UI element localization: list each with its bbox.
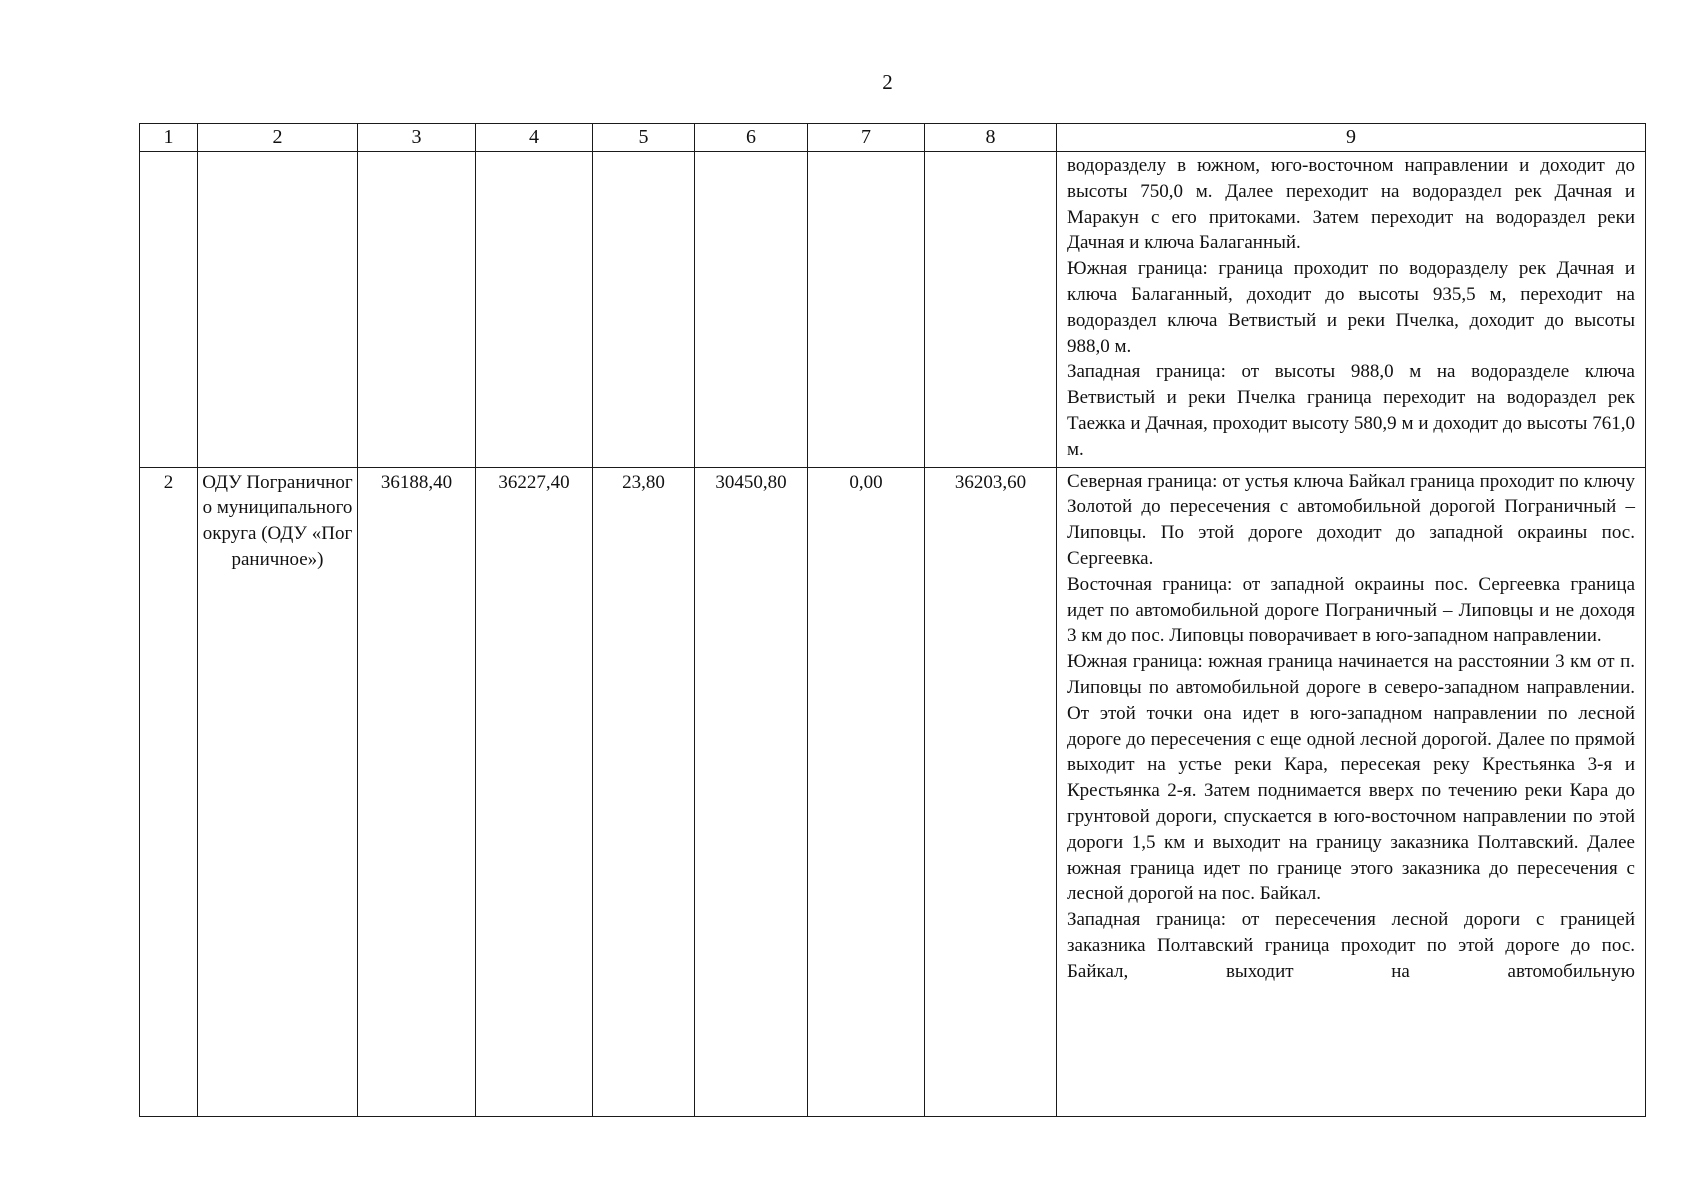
header-cell-3: 3 [358,124,476,152]
cell-col4 [476,152,593,468]
cell-number: 2 [140,467,198,1116]
page-number: 2 [882,70,893,94]
description-paragraph: Северная граница: от устья ключа Байкал граница проходит по ключу Золотой до пересечения с автомобильной дорогой Пограничный – Липовцы. По этой дороге доходит до западной окраины пос. Сергеевка. [1067,470,1635,569]
cell-col6 [695,152,808,468]
table-row [140,467,1646,1116]
cell-col8 [925,152,1057,468]
header-cell-9: 9 [1057,124,1646,152]
cell-col4: 36227,40 [476,467,593,1116]
cell-col7 [808,152,925,468]
header-cell-7: 7 [808,124,925,152]
header-cell-2: 2 [198,124,358,152]
header-cell-4: 4 [476,124,593,152]
cell-boundary-description [1057,467,1646,1116]
boundaries-table [139,123,1646,1117]
cell-col3: 36188,40 [358,467,476,1116]
description-paragraph: Западная граница: от высоты 988,0 м на водоразделе ключа Ветвистый и реки Пчелка граница переходит на водораздел рек Таежка и Дачная, проходит высоту 580,9 м и доходит до высоты 761,0 м. [1067,361,1635,460]
cell-col7: 0,00 [808,467,925,1116]
header-cell-6: 6 [695,124,808,152]
cell-col5 [593,152,695,468]
cell-col5: 23,80 [593,467,695,1116]
description-paragraph: Западная граница: от пересечения лесной дороги с границей заказника Полтавский граница проходит по этой дороге до пос. Байкал, выходит на автомобильную [1067,909,1635,982]
header-cell-8: 8 [925,124,1057,152]
cell-name: ОДУ Пограничного муниципального округа (ОДУ «Пограничное») [198,467,358,1116]
cell-boundary-description [1057,152,1646,468]
cell-number [140,152,198,468]
header-cell-5: 5 [593,124,695,152]
description-paragraph: Восточная граница: от западной окраины пос. Сергеевка граница идет по автомобильной дороге Пограничный – Липовцы и не доходя 3 км до пос. Липовцы поворачивает в юго-западном направлении. [1067,573,1635,647]
table-row-continuation [140,152,1646,468]
header-cell-1: 1 [140,124,198,152]
description-paragraph: Южная граница: граница проходит по водоразделу рек Дачная и ключа Балаганный, доходит до высоты 935,5 м, переходит на водораздел ключа Ветвистый и реки Пчелка, доходит до высоты 988,0 м. [1067,258,1635,357]
cell-col6: 30450,80 [695,467,808,1116]
description-paragraph: Южная граница: южная граница начинается на расстоянии 3 км от п. Липовцы по автомобильной дороге в северо-западном направлении. От этой точки она идет в юго-западном направлении по лесной дороге до пересечения с еще одной лесной дорогой. Далее по прямой выходит на устье реки Кара, пересекая реку Крестьянка 3-я и Крестьянка 2-я. Затем поднимается вверх по течению реки Кара до грунтовой дороги, спускается в юго-восточном направлении по этой дороги 1,5 км и выходит на границу заказника Полтавский. Далее южная граница идет по границе этого заказника до пересечения с лесной дорогой на пос. Байкал. [1067,651,1635,905]
description-paragraph: водоразделу в южном, юго-восточном направлении и доходит до высоты 750,0 м. Далее переходит на водораздел рек Дачная и Маракун с его притоками. Затем переходит на водораздел реки Дачная и ключа Балаганный. [1067,155,1635,254]
cell-col8: 36203,60 [925,467,1057,1116]
cell-name [198,152,358,468]
cell-col3 [358,152,476,468]
table-header-row [140,124,1646,152]
